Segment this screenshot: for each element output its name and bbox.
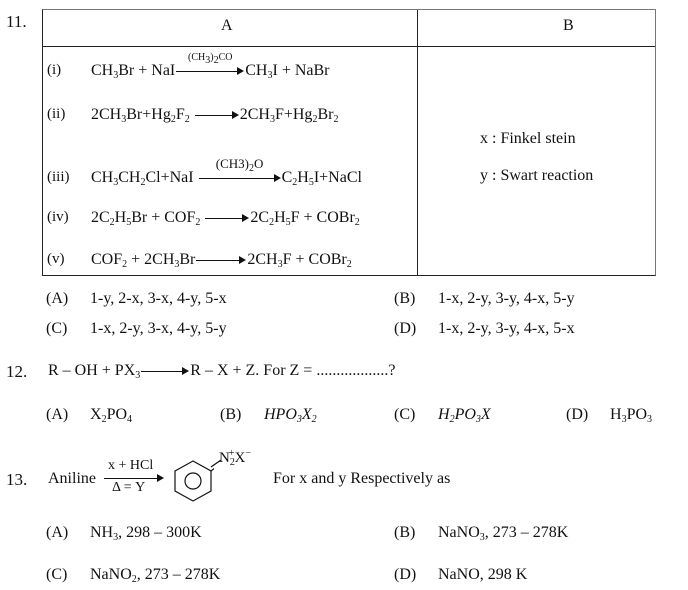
column-b-header: B [563,17,574,34]
reaction-arrow [196,253,246,267]
q13-option-d[interactable]: (D) NaNO, 298 K [394,566,528,583]
below-arrow-text: Δ = Y [112,480,146,495]
question-number-13: 13. [6,470,28,489]
reaction-ii: $2CH_3Br+Hg_2F_2$ $2CH_3F+Hg_2Br_2$ [91,106,339,125]
reaction-arrow [199,156,281,185]
q13-reaction-arrow [104,458,164,498]
reaction-arrow [176,52,244,78]
column-a-header: A [221,17,233,34]
reaction-iii: $CH_3CH_2Cl+NaI$ $(CH3)_2O$ $C_2H_5I+NaCl$ [91,156,362,188]
q13-option-a[interactable]: (A) $NH_3$, 298 – 300K [46,524,202,543]
reaction-arrow [195,108,239,122]
reaction-i: $CH_3Br$ + NaI $(CH_3)_2CO$ $CH_3I$ + NaBr [91,52,330,81]
q12-option-b[interactable]: (B) $HPO_3X_2$ [220,406,317,425]
column-b-item-x: x : Finkel stein [480,130,576,147]
reaction-arrow [141,364,189,378]
q13-reactant: Aniline [48,470,96,487]
benzene-ring-icon [172,458,214,502]
q12-question: R – OH + $PX_3$ R – X + Z. For Z = ..................? [48,362,396,381]
question-number-11: 11. [6,12,27,31]
reagent-label: $(CH3)_2O$ [215,156,264,175]
q13-question-text: For x and y Respectively as [273,470,451,487]
diazonium-group: $N_2^+X^-$ [219,448,251,468]
reagent-label: $(CH_3)_2CO$ [188,52,233,67]
question-number-12: 12. [6,362,28,381]
reaction-arrow [205,211,249,225]
q11-option-a[interactable]: (A) 1-y, 2-x, 3-x, 4-y, 5-x [46,290,227,307]
reaction-v: $COF_2 + 2CH_3Br$ $2CH_3F$ + COBr$_2$ [91,251,352,270]
q13-option-c[interactable]: (C) NaNO$_2$, 273 – 278K [46,566,221,585]
q12-option-d[interactable]: (D) $H_3PO_3$ [566,406,653,425]
column-b-item-y: y : Swart reaction [480,167,594,184]
row-label-i: (i) [47,62,62,78]
row-label-v: (v) [47,251,65,267]
row-label-iv: (iv) [47,209,69,225]
q11-option-c[interactable]: (C) 1-x, 2-y, 3-x, 4-y, 5-y [46,320,227,337]
above-arrow-text: x + HCl [108,458,154,473]
row-label-ii: (ii) [47,106,66,122]
q11-option-b[interactable]: (B) 1-x, 2-y, 3-y, 4-x, 5-y [394,290,575,307]
row-label-iii: (iii) [47,169,70,185]
match-table [42,9,656,276]
q12-option-c[interactable]: (C) $H_2PO_3X$ [394,406,491,425]
q12-option-a[interactable]: (A) $X_2PO_4$ [46,406,133,425]
q11-option-d[interactable]: (D) 1-x, 2-y, 3-y, 4-x, 5-x [394,320,575,337]
reaction-iv: $2C_2H_5Br + COF_2$ $2C_2H_5F$ + COBr$_2$ [91,209,360,228]
table-column-divider [417,10,418,275]
q13-option-b[interactable]: (B) NaNO$_3$, 273 – 278K [394,524,569,543]
table-header-divider [43,46,655,47]
